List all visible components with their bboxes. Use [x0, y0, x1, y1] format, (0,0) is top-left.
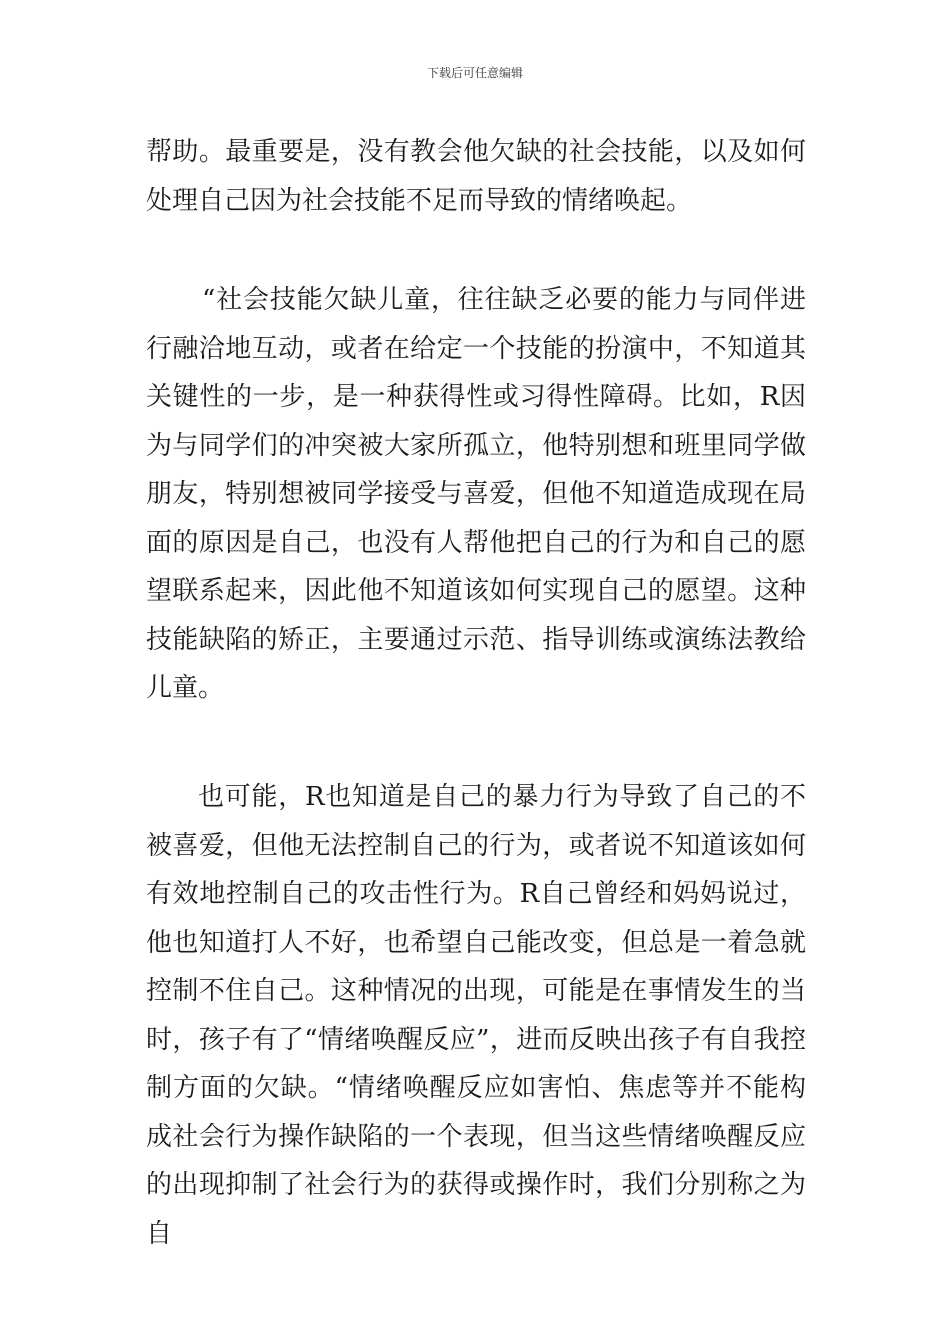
page-header: 下载后可任意编辑 [426, 66, 523, 80]
paragraph-2: “社会技能欠缺儿童，往往缺乏必要的能力与同伴进行融洽地互动，或者在给定一个技能的扮演中，不知道其关键性的一步，是一种获得性或习得性障碍。比如，R因为与同学们的冲突被大家所孤立，他特别想和班里同学做朋友，特别想被同学接受与喜爱，但他不知道造成现在局面的原因是自己，也没有人帮他把自己的行为和自己的愿望联系起来，因此他不知道该如何实现自己的愿望。这种技能缺陷的矫正，主要通过示范、指导训练或演练法教给儿童。 [146, 285, 806, 703]
paragraph-3: 也可能，R也知道是自己的暴力行为导致了自己的不被喜爱，但他无法控制自己的行为，或者说不知道该如何有效地控制自己的攻击性行为。R自己曾经和妈妈说过，他也知道打人不好，也希望自己能改变，但总是一着急就控制不住自己。这种情况的出现，可能是在事情发生的当时，孩子有了“情绪唤醒反应”，进而反映出孩子有自我控制方面的欠缺。“情绪唤醒反应如害怕、焦虑等并不能构成社会行为操作缺陷的一个表现，但当这些情绪唤醒反应的出现抑制了社会行为的获得或操作时，我们分别称之为自 [146, 782, 806, 1249]
paragraph-1: 帮助。最重要是，没有教会他欠缺的社会技能，以及如何处理自己因为社会技能不足而导致的情绪唤起。 [146, 137, 806, 216]
